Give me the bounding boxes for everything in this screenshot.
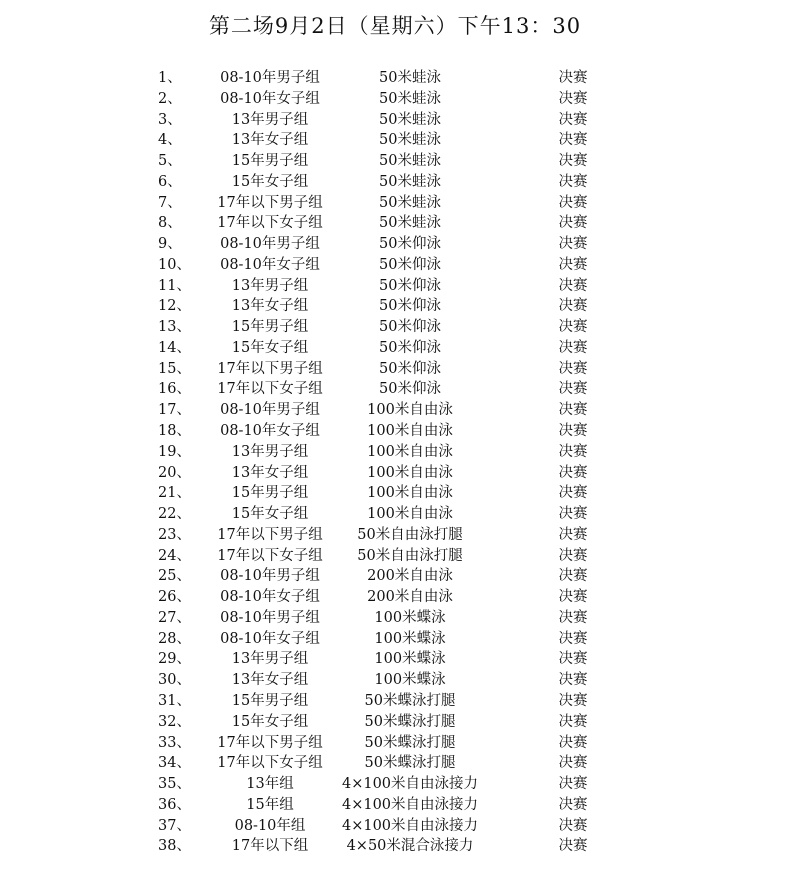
table-row [0,753,790,774]
age-group: 17年以下组 [231,838,309,855]
row-number: 2、 [158,90,182,107]
event-name: 100米蝶泳 [374,609,446,626]
round-label: 决赛 [558,132,588,149]
event-name: 100米自由泳 [367,443,453,460]
round-label: 决赛 [558,796,588,813]
round-label: 决赛 [558,215,588,232]
row-number: 14、 [158,339,191,356]
age-group: 08-10年女子组 [220,589,320,606]
round-label: 决赛 [558,692,588,709]
round-label: 决赛 [558,651,588,668]
age-group: 17年以下男子组 [217,526,323,543]
table-row [0,816,790,837]
age-group: 13年男子组 [231,277,309,294]
age-group: 15年男子组 [231,319,309,336]
row-number: 30、 [158,672,191,689]
round-label: 决赛 [558,568,588,585]
event-name: 50米仰泳 [379,360,441,377]
row-number: 9、 [158,236,182,253]
row-number: 23、 [158,526,191,543]
round-label: 决赛 [558,339,588,356]
table-row [0,608,790,629]
table-row [0,400,790,421]
row-number: 18、 [158,423,191,440]
round-label: 决赛 [558,70,588,86]
round-label: 决赛 [558,547,588,564]
table-row [0,130,790,151]
row-number: 17、 [158,402,191,419]
row-number: 33、 [158,734,191,751]
round-label: 决赛 [558,755,588,772]
age-group: 13年组 [246,776,294,793]
age-group: 15年男子组 [231,153,309,170]
round-label: 决赛 [558,194,588,211]
age-group: 08-10年男子组 [220,609,320,626]
event-name: 50米蝶泳打腿 [364,692,456,709]
row-number: 21、 [158,485,191,502]
event-name: 100米自由泳 [367,402,453,419]
table-row [0,68,790,89]
round-label: 决赛 [558,485,588,502]
row-number: 11、 [158,277,191,294]
table-row [0,276,790,297]
row-number: 26、 [158,589,191,606]
age-group: 15年男子组 [231,692,309,709]
row-number: 19、 [158,443,191,460]
round-label: 决赛 [558,630,588,647]
event-name: 50米蛙泳 [379,90,441,107]
event-name: 4×50米混合泳接力 [346,838,474,855]
event-name: 100米蝶泳 [374,672,446,689]
age-group: 17年以下男子组 [217,360,323,377]
row-number: 27、 [158,609,191,626]
round-label: 决赛 [558,776,588,793]
round-label: 决赛 [558,464,588,481]
event-name: 50米仰泳 [379,319,441,336]
row-number: 15、 [158,360,191,377]
table-row [0,836,790,857]
event-name: 100米自由泳 [367,423,453,440]
event-name: 4×100米自由泳接力 [341,796,479,813]
table-row [0,151,790,172]
event-name: 50米自由泳打腿 [357,547,463,564]
table-row [0,504,790,525]
event-name: 50米蝶泳打腿 [364,755,456,772]
row-number: 4、 [158,132,182,149]
table-row [0,670,790,691]
row-number: 3、 [158,111,182,128]
age-group: 15年男子组 [231,485,309,502]
age-group: 13年男子组 [231,111,309,128]
age-group: 15年女子组 [231,506,309,523]
round-label: 决赛 [558,734,588,751]
round-label: 决赛 [558,298,588,315]
row-number: 31、 [158,692,191,709]
round-label: 决赛 [558,236,588,253]
table-row [0,255,790,276]
event-name: 50米蛙泳 [379,111,441,128]
round-label: 决赛 [558,111,588,128]
event-name: 50米仰泳 [379,381,441,398]
table-row [0,463,790,484]
event-name: 50米仰泳 [379,256,441,273]
table-row [0,110,790,131]
age-group: 13年女子组 [231,132,309,149]
row-number: 24、 [158,547,191,564]
age-group: 13年女子组 [231,464,309,481]
age-group: 08-10年男子组 [220,402,320,419]
round-label: 决赛 [558,838,588,855]
event-name: 50米自由泳打腿 [357,526,463,543]
row-number: 36、 [158,796,191,813]
age-group: 15年女子组 [231,339,309,356]
row-number: 13、 [158,319,191,336]
table-row [0,317,790,338]
age-group: 08-10年男子组 [220,236,320,253]
round-label: 决赛 [558,526,588,543]
table-row [0,359,790,380]
table-row [0,691,790,712]
round-label: 决赛 [558,173,588,190]
table-row [0,193,790,214]
round-label: 决赛 [558,506,588,523]
table-row [0,546,790,567]
age-group: 15年组 [246,796,294,813]
event-name: 4×100米自由泳接力 [341,776,479,793]
row-number: 29、 [158,651,191,668]
table-row [0,629,790,650]
table-row [0,525,790,546]
age-group: 17年以下女子组 [217,547,323,564]
table-row [0,712,790,733]
event-name: 50米蛙泳 [379,173,441,190]
table-row [0,483,790,504]
row-number: 1、 [158,70,182,86]
event-name: 50米仰泳 [379,236,441,253]
row-number: 5、 [158,153,182,170]
round-label: 决赛 [558,817,588,834]
round-label: 决赛 [558,360,588,377]
round-label: 决赛 [558,319,588,336]
row-number: 16、 [158,381,191,398]
table-row [0,774,790,795]
schedule-list [0,68,790,857]
event-name: 50米蛙泳 [379,153,441,170]
row-number: 8、 [158,215,182,232]
round-label: 决赛 [558,423,588,440]
row-number: 12、 [158,298,191,315]
row-number: 28、 [158,630,191,647]
round-label: 决赛 [558,153,588,170]
row-number: 22、 [158,506,191,523]
age-group: 15年女子组 [231,713,309,730]
age-group: 13年男子组 [231,443,309,460]
event-name: 100米自由泳 [367,485,453,502]
row-number: 10、 [158,256,191,273]
table-row [0,566,790,587]
event-name: 200米自由泳 [367,568,453,585]
table-row [0,89,790,110]
event-name: 200米自由泳 [367,589,453,606]
round-label: 决赛 [558,609,588,626]
round-label: 决赛 [558,672,588,689]
round-label: 决赛 [558,589,588,606]
age-group: 17年以下女子组 [217,215,323,232]
table-row [0,172,790,193]
row-number: 6、 [158,173,182,190]
age-group: 13年女子组 [231,672,309,689]
age-group: 13年女子组 [231,298,309,315]
event-name: 50米仰泳 [379,277,441,294]
event-name: 50米蛙泳 [379,132,441,149]
event-name: 50米蛙泳 [379,194,441,211]
round-label: 决赛 [558,381,588,398]
age-group: 08-10年女子组 [220,630,320,647]
event-name: 50米仰泳 [379,298,441,315]
event-name: 50米蝶泳打腿 [364,734,456,751]
table-row [0,338,790,359]
age-group: 17年以下女子组 [217,755,323,772]
age-group: 17年以下男子组 [217,194,323,211]
event-name: 100米蝶泳 [374,630,446,647]
round-label: 决赛 [558,256,588,273]
age-group: 08-10年女子组 [220,256,320,273]
round-label: 决赛 [558,713,588,730]
row-number: 37、 [158,817,191,834]
row-number: 38、 [158,838,191,855]
table-row [0,733,790,754]
row-number: 35、 [158,776,191,793]
event-name: 100米自由泳 [367,506,453,523]
event-name: 50米蛙泳 [379,215,441,232]
round-label: 决赛 [558,90,588,107]
round-label: 决赛 [558,402,588,419]
age-group: 08-10年组 [234,817,306,834]
row-number: 20、 [158,464,191,481]
age-group: 17年以下男子组 [217,734,323,751]
age-group: 15年女子组 [231,173,309,190]
round-label: 决赛 [558,277,588,294]
row-number: 25、 [158,568,191,585]
age-group: 08-10年女子组 [220,423,320,440]
event-name: 100米蝶泳 [374,651,446,668]
table-row [0,442,790,463]
row-number: 34、 [158,755,191,772]
table-row [0,587,790,608]
age-group: 08-10年女子组 [220,90,320,107]
table-row [0,379,790,400]
event-name: 50米蝶泳打腿 [364,713,456,730]
table-row [0,213,790,234]
page-title: 第二场9月2日（星期六）下午13：30 [208,14,582,38]
table-row [0,649,790,670]
event-name: 100米自由泳 [367,464,453,481]
row-number: 32、 [158,713,191,730]
age-group: 08-10年男子组 [220,568,320,585]
event-name: 50米蛙泳 [379,70,441,86]
round-label: 决赛 [558,443,588,460]
table-row [0,296,790,317]
table-row [0,234,790,255]
age-group: 13年男子组 [231,651,309,668]
age-group: 17年以下女子组 [217,381,323,398]
table-row [0,421,790,442]
event-name: 4×100米自由泳接力 [341,817,479,834]
row-number: 7、 [158,194,182,211]
table-row [0,795,790,816]
age-group: 08-10年男子组 [220,70,320,86]
event-name: 50米仰泳 [379,339,441,356]
